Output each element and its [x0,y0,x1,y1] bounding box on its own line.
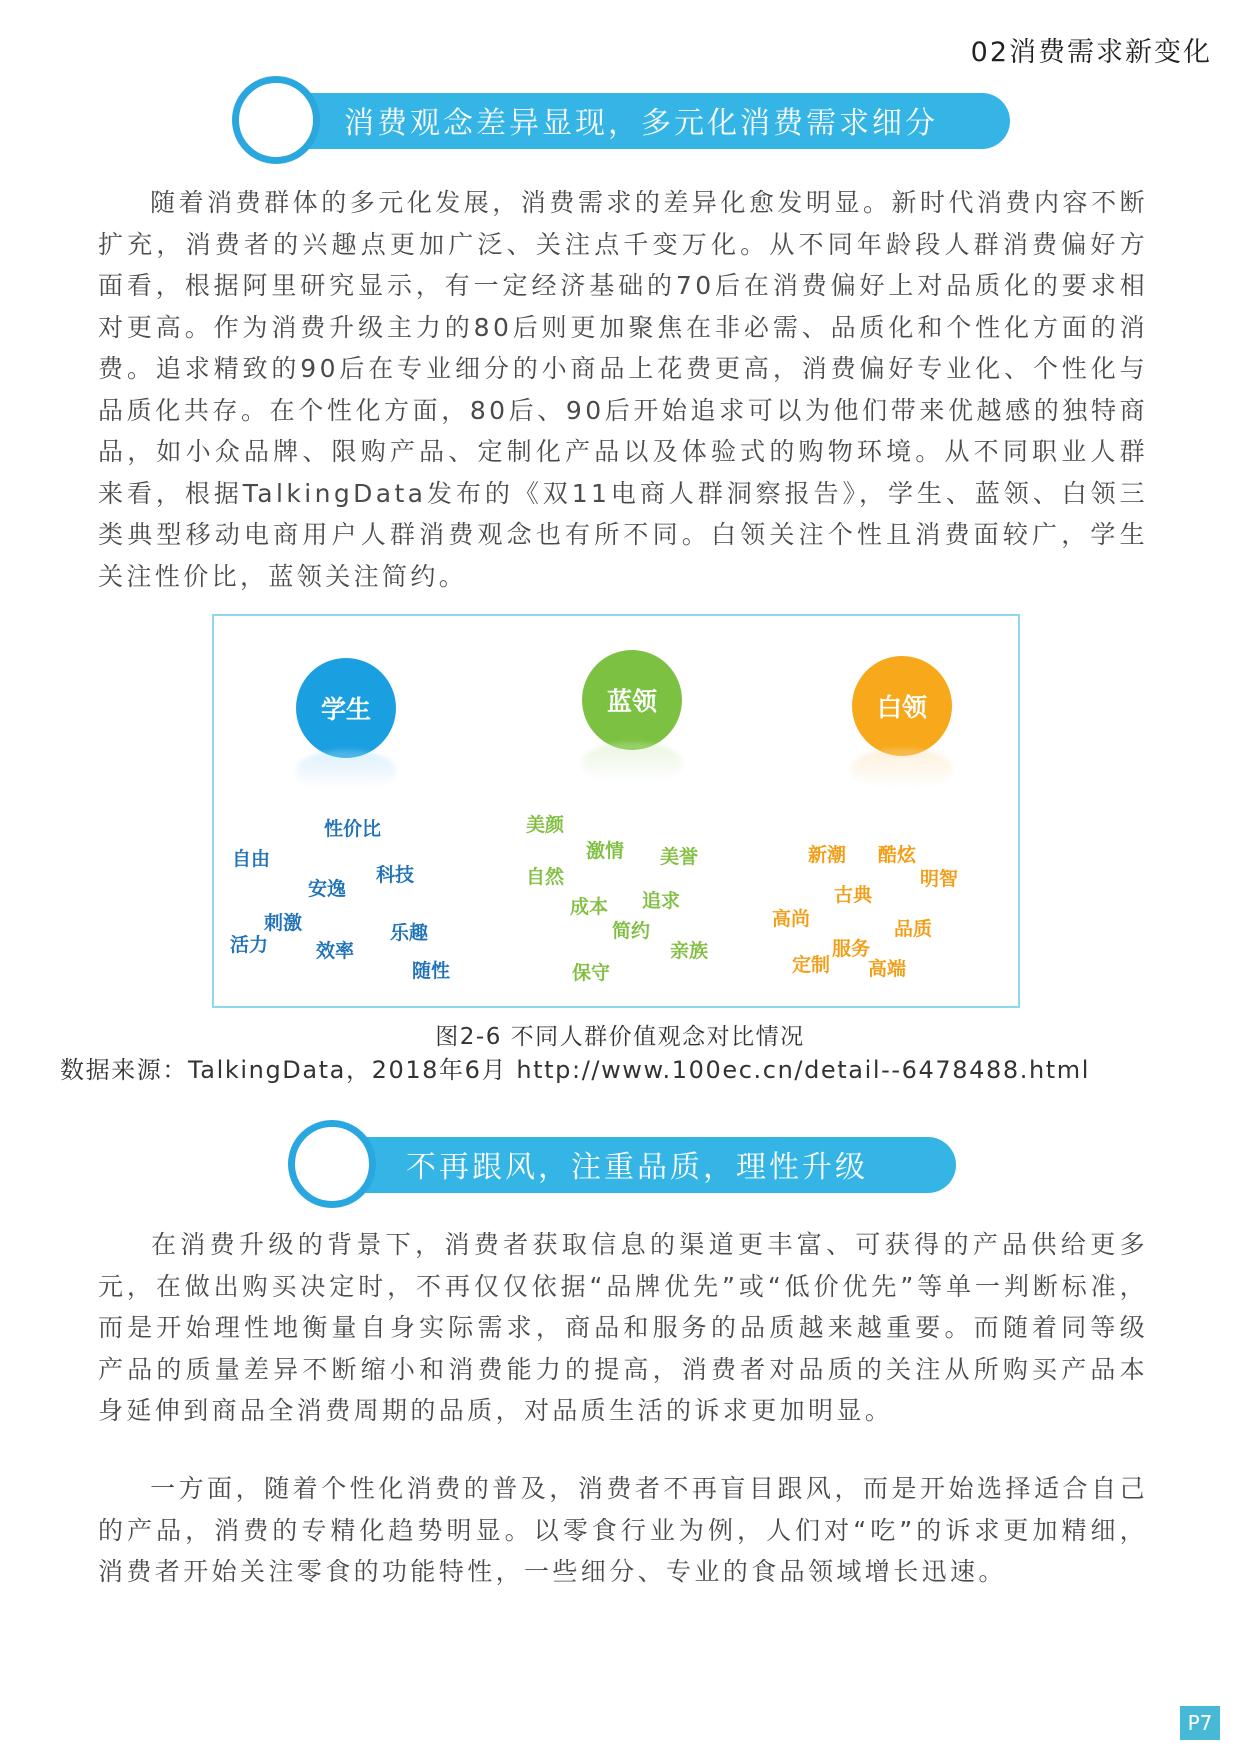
bluecollar-word: 美颜 [526,814,565,836]
section-number: 三 [318,1146,351,1184]
paragraph-3 [98,1468,1148,1593]
student-word: 乐趣 [390,922,429,944]
student-word: 刺激 [264,912,303,934]
section-title: 不再跟风，注重品质，理性升级 [406,1150,868,1185]
student-circle [296,658,396,758]
student-word: 自由 [232,848,271,870]
section-banner-2 [232,76,1012,164]
student-word: 安逸 [308,878,347,900]
figure-source: 数据来源：TalkingData，2018年6月 http://www.100ec.cn/detail--6478488.html [60,1056,1091,1084]
student-word: 性价比 [324,818,382,840]
paragraph-1 [98,182,1148,597]
bluecollar-reflection [582,742,682,782]
whitecollar-word: 新潮 [808,844,847,866]
paragraph-1-text: 随着消费群体的多元化发展，消费需求的差异化愈发明显。新时代消费内容不断扩充，消费者的兴趣点更加广泛、关注点千变万化。从不同年龄段人群消费偏好方面看，根据阿里研究显示，有一定经济基础的70后在消费偏好上对品质化的要求相对更高。作为消费升级主力的80后则更加聚焦在非必需、品质化和个性化方面的消费。追求精致的90后在专业细分的小商品上花费更高，消费偏好专业化、个性化与品质化共存。在个性化方面，80后、90后开始追求可以为他们带来优越感的独特商品，如小众品牌、限购产品、定制化产品以及体验式的购物环境。从不同职业人群来看，根据TalkingData发布的《双11电商人群洞察报告》，学生、蓝领、白领三类典型移动电商用户人群消费观念也有所不同。白领关注个性且消费面较广，学生关注性价比，蓝领关注简约。 [98,188,1148,591]
figure-caption: 图2-6 不同人群价值观念对比情况 [435,1024,805,1050]
bluecollar-label: 蓝领 [606,687,657,716]
whitecollar-reflection [852,748,952,788]
bluecollar-word: 成本 [570,896,609,918]
section-banner-3 [288,1120,958,1208]
bluecollar-word: 美誉 [660,846,699,868]
whitecollar-word: 明智 [920,868,959,890]
student-label: 学生 [320,695,371,724]
whitecollar-word: 定制 [792,954,831,976]
whitecollar-word: 高端 [868,958,907,980]
section-title: 消费观念差异显现，多元化消费需求细分 [344,106,938,141]
whitecollar-word: 高尚 [772,908,811,930]
bluecollar-word: 追求 [642,890,681,912]
whitecollar-word: 古典 [834,884,873,906]
figure-value-comparison [212,614,1020,1008]
student-word: 随性 [412,960,451,982]
whitecollar-label: 白领 [876,693,927,722]
bluecollar-word: 亲族 [670,940,709,962]
paragraph-3-text: 一方面，随着个性化消费的普及，消费者不再盲目跟风，而是开始选择适合自己的产品，消费的专精化趋势明显。以零食行业为例，人们对“吃”的诉求更加精细，消费者开始关注零食的功能特性，一些细分、专业的食品领域增长迅速。 [98,1474,1148,1586]
bluecollar-word: 保守 [572,962,611,984]
chapter-header: 02消费需求新变化 [970,37,1212,68]
bluecollar-word: 简约 [612,920,651,942]
page-number: P7 [1180,1706,1220,1740]
whitecollar-circle [852,656,952,756]
section-number: 二 [262,102,295,140]
whitecollar-word: 酷炫 [878,844,917,866]
paragraph-2-text: 在消费升级的背景下，消费者获取信息的渠道更丰富、可获得的产品供给更多元，在做出购买决定时，不再仅仅依据“品牌优先”或“低价优先”等单一判断标准，而是开始理性地衡量自身实际需求，商品和服务的品质越来越重要。而随着同等级产品的质量差异不断缩小和消费能力的提高，消费者对品质的关注从所购买产品本身延伸到商品全消费周期的品质，对品质生活的诉求更加明显。 [98,1230,1148,1425]
student-word: 效率 [316,940,355,962]
whitecollar-word: 服务 [832,938,871,960]
whitecollar-word: 品质 [894,918,933,940]
student-reflection [296,750,396,790]
student-word: 活力 [230,934,269,956]
paragraph-2 [98,1224,1148,1432]
bluecollar-word: 自然 [526,866,565,888]
student-word: 科技 [376,864,415,886]
bluecollar-word: 激情 [586,840,625,862]
bluecollar-circle [582,650,682,750]
